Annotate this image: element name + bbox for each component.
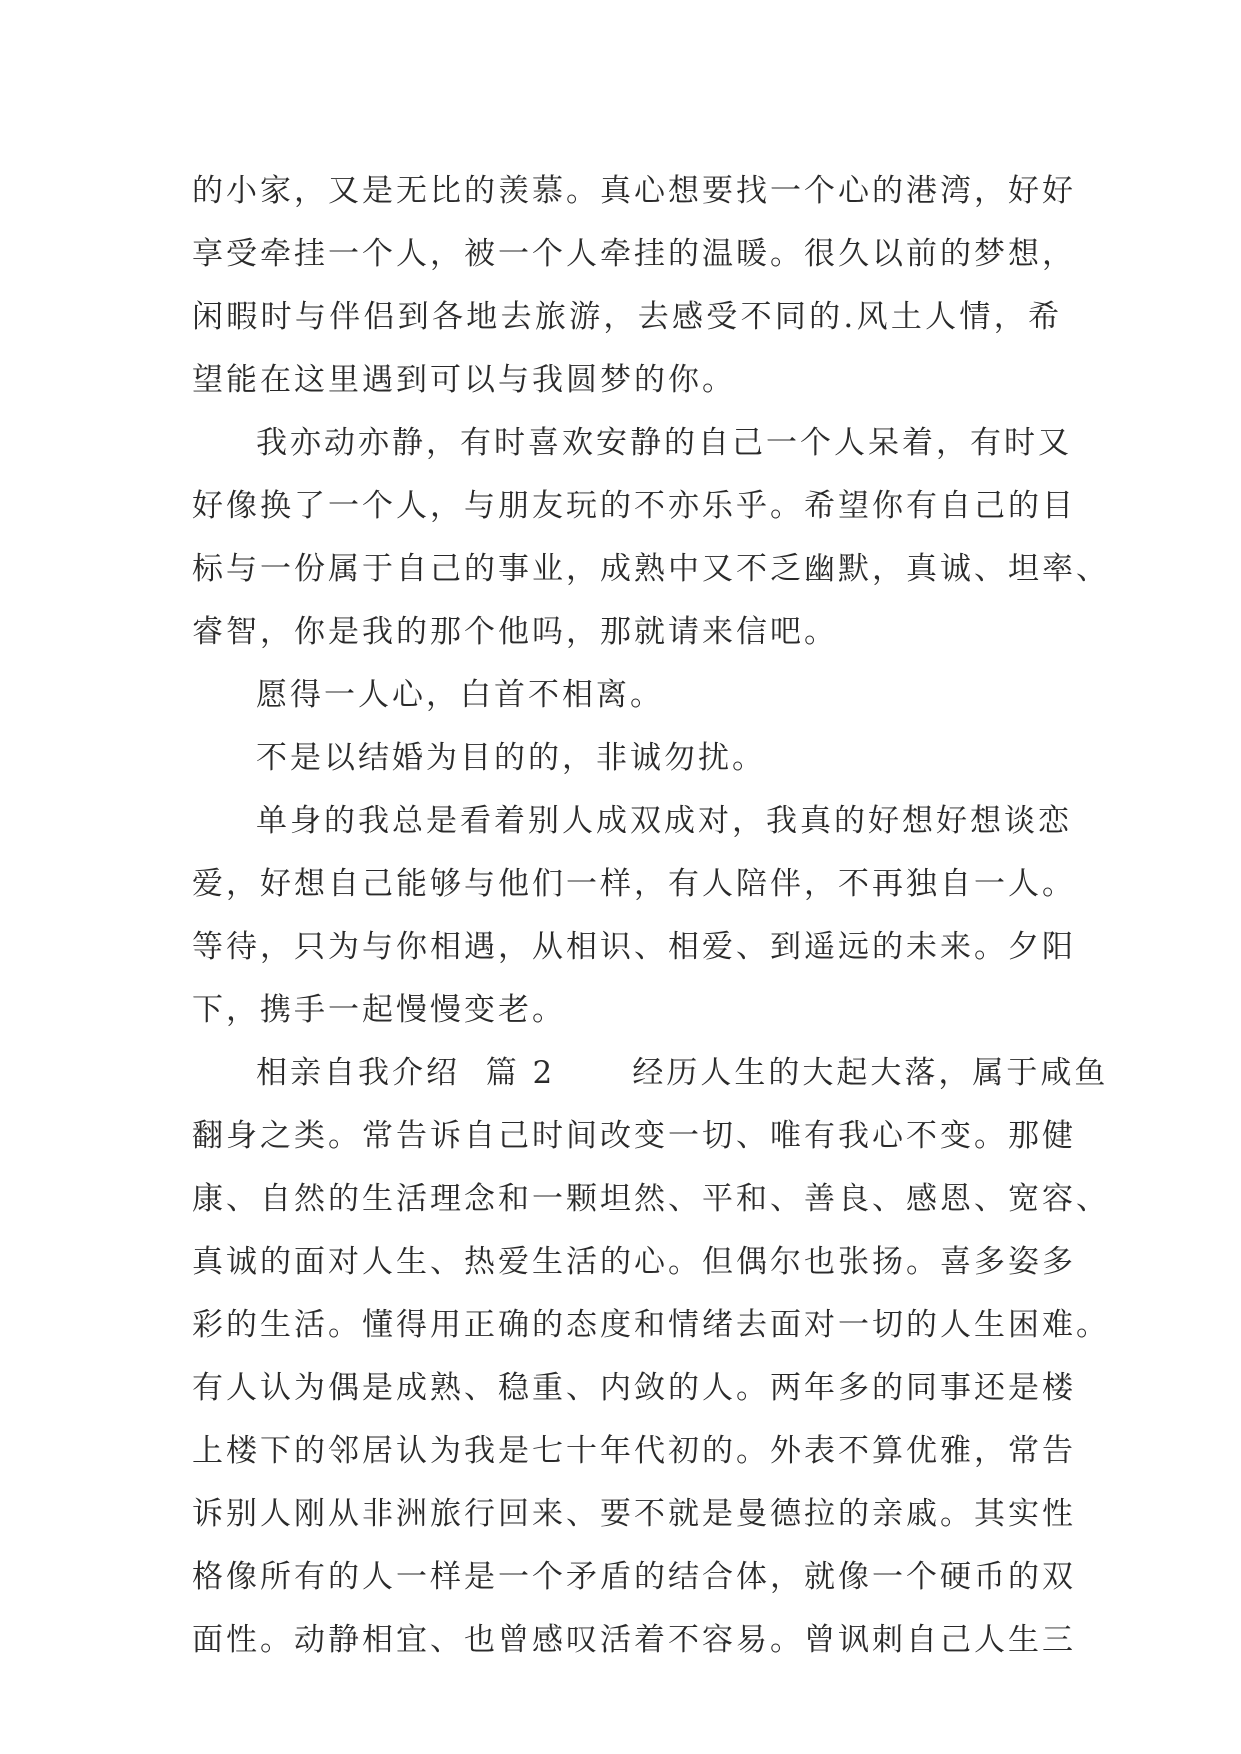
text-line: 标与一份属于自己的事业，成熟中又不乏幽默，真诚、坦率、 bbox=[192, 551, 1110, 587]
text-line: 等待，只为与你相遇，从相识、相爱、到遥远的未来。夕阳 bbox=[192, 929, 1076, 965]
text-line: 有人认为偶是成熟、稳重、内敛的人。两年多的同事还是楼 bbox=[192, 1370, 1076, 1406]
text-line: 格像所有的人一样是一个矛盾的结合体，就像一个硬币的双 bbox=[192, 1559, 1076, 1595]
body-text bbox=[192, 160, 1110, 1672]
text-line: 康、自然的生活理念和一颗坦然、平和、善良、感恩、宽容、 bbox=[192, 1181, 1110, 1217]
text-line: 的小家，又是无比的羡慕。真心想要找一个心的港湾，好好 bbox=[192, 173, 1076, 209]
text-line: 面性。动静相宜、也曾感叹活着不容易。曾讽刺自己人生三 bbox=[192, 1622, 1076, 1658]
text-line: 享受牵挂一个人，被一个人牵挂的温暖。很久以前的梦想， bbox=[192, 236, 1076, 272]
text-line: 真诚的面对人生、热爱生活的心。但偶尔也张扬。喜多姿多 bbox=[192, 1244, 1076, 1280]
text-line: 下，携手一起慢慢变老。 bbox=[192, 992, 566, 1028]
text-line: 闲暇时与伴侣到各地去旅游，去感受不同的.风土人情，希 bbox=[192, 299, 1062, 335]
text-line: 睿智，你是我的那个他吗，那就请来信吧。 bbox=[192, 614, 838, 650]
text-line: 望能在这里遇到可以与我圆梦的你。 bbox=[192, 362, 736, 398]
text-line: 愿得一人心，白首不相离。 bbox=[256, 677, 664, 713]
text-line: 不是以结婚为目的的，非诚勿扰。 bbox=[256, 740, 766, 776]
text-line: 诉别人刚从非洲旅行回来、要不就是曼德拉的亲戚。其实性 bbox=[192, 1496, 1076, 1532]
text-line: 好像换了一个人，与朋友玩的不亦乐乎。希望你有自己的目 bbox=[192, 488, 1076, 524]
text-line: 翻身之类。常告诉自己时间改变一切、唯有我心不变。那健 bbox=[192, 1118, 1076, 1154]
text-line: 彩的生活。懂得用正确的态度和情绪去面对一切的人生困难。 bbox=[192, 1307, 1110, 1343]
text-line: 我亦动亦静，有时喜欢安静的自己一个人呆着，有时又 bbox=[256, 425, 1072, 461]
text-line: 相亲自我介绍 篇 2 经历人生的大起大落，属于咸鱼 bbox=[256, 1055, 1109, 1091]
text-line: 单身的我总是看着别人成双成对，我真的好想好想谈恋 bbox=[256, 803, 1072, 839]
text-line: 爱，好想自己能够与他们一样，有人陪伴，不再独自一人。 bbox=[192, 866, 1076, 902]
text-line: 上楼下的邻居认为我是七十年代初的。外表不算优雅，常告 bbox=[192, 1433, 1076, 1469]
